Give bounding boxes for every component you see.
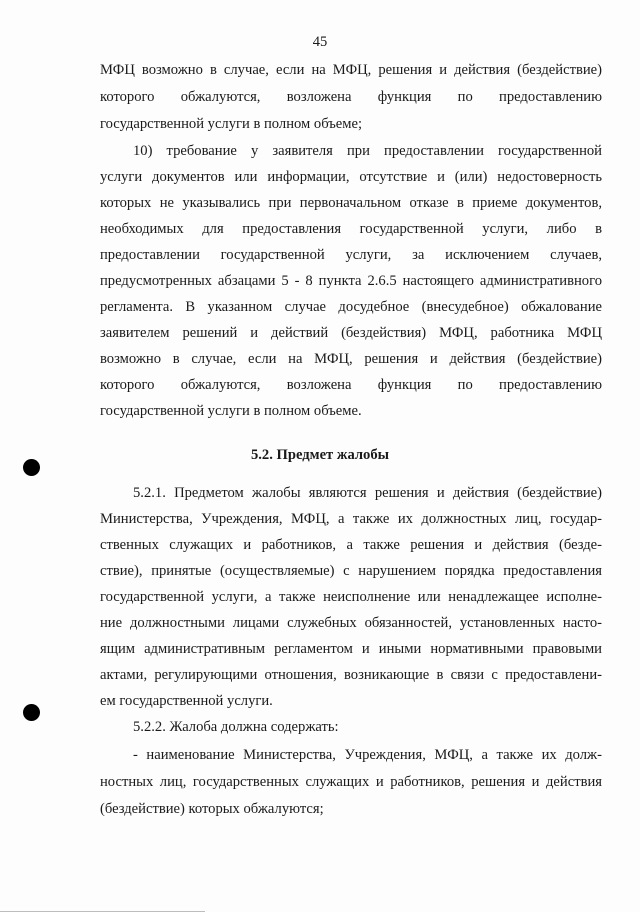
page-number: 45 — [312, 34, 328, 50]
text-line: которого обжалуются, возложена функция по предоставлению — [100, 89, 602, 105]
section-heading: 5.2. Предмет жалобы — [250, 447, 390, 463]
text-line: ственных служащих и работников, а также решения и действия (безде- — [100, 537, 602, 553]
text-line: государственной услуги, а также неисполнение или ненадлежащее исполне- — [100, 589, 602, 605]
text-line: (бездействие) которых обжалуются; — [100, 801, 324, 817]
text-line: предусмотренных абзацами 5 - 8 пункта 2.6.5 настоящего административного — [100, 273, 602, 289]
text-line: ние должностными лицами служебных обязанностей, установленных насто- — [100, 615, 602, 631]
text-line: - наименование Министерства, Учреждения, МФЦ, а также их долж- — [133, 747, 602, 763]
text-line: государственной услуги в полном объеме; — [100, 116, 363, 132]
text-line: предоставлении государственной услуги, за исключением случаев, — [100, 247, 602, 263]
text-line: Министерства, Учреждения, МФЦ, а также их должностных лиц, государ- — [100, 511, 602, 527]
text-line: ем государственной услуги. — [100, 693, 273, 709]
punch-hole-icon — [23, 459, 40, 476]
text-line: 5.2.2. Жалоба должна содержать: — [133, 719, 339, 735]
text-line: 5.2.1. Предметом жалобы являются решения и действия (бездействие) — [133, 485, 602, 501]
text-line: регламента. В указанном случае досудебное (внесудебное) обжалование — [100, 299, 602, 315]
text-line: МФЦ возможно в случае, если на МФЦ, решения и действия (бездействие) — [100, 62, 602, 78]
text-line: актами, регулирующими отношения, возникающие в связи с предоставлени- — [100, 667, 602, 683]
text-line: 10) требование у заявителя при предоставлении государственной — [133, 143, 602, 159]
text-line: заявителем решений и действий (бездействия) МФЦ, работника МФЦ — [100, 325, 602, 341]
text-line: возможно в случае, если на МФЦ, решения и действия (бездействие) — [100, 351, 602, 367]
text-line: которого обжалуются, возложена функция по предоставлению — [100, 377, 602, 393]
text-line: ностных лиц, государственных служащих и работников, решения и действия — [100, 774, 602, 790]
text-line: которых не указывались при первоначальном отказе в приеме документов, — [100, 195, 602, 211]
text-line: ящим административным регламентом и иными нормативными правовыми — [100, 641, 602, 657]
text-line: необходимых для предоставления государственной услуги, либо в — [100, 221, 602, 237]
text-line: ствие), принятые (осуществляемые) с нарушением порядка предоставления — [100, 563, 602, 579]
text-line: государственной услуги в полном объеме. — [100, 403, 362, 419]
text-line: услуги документов или информации, отсутствие и (или) недостоверность — [100, 169, 602, 185]
punch-hole-icon — [23, 704, 40, 721]
